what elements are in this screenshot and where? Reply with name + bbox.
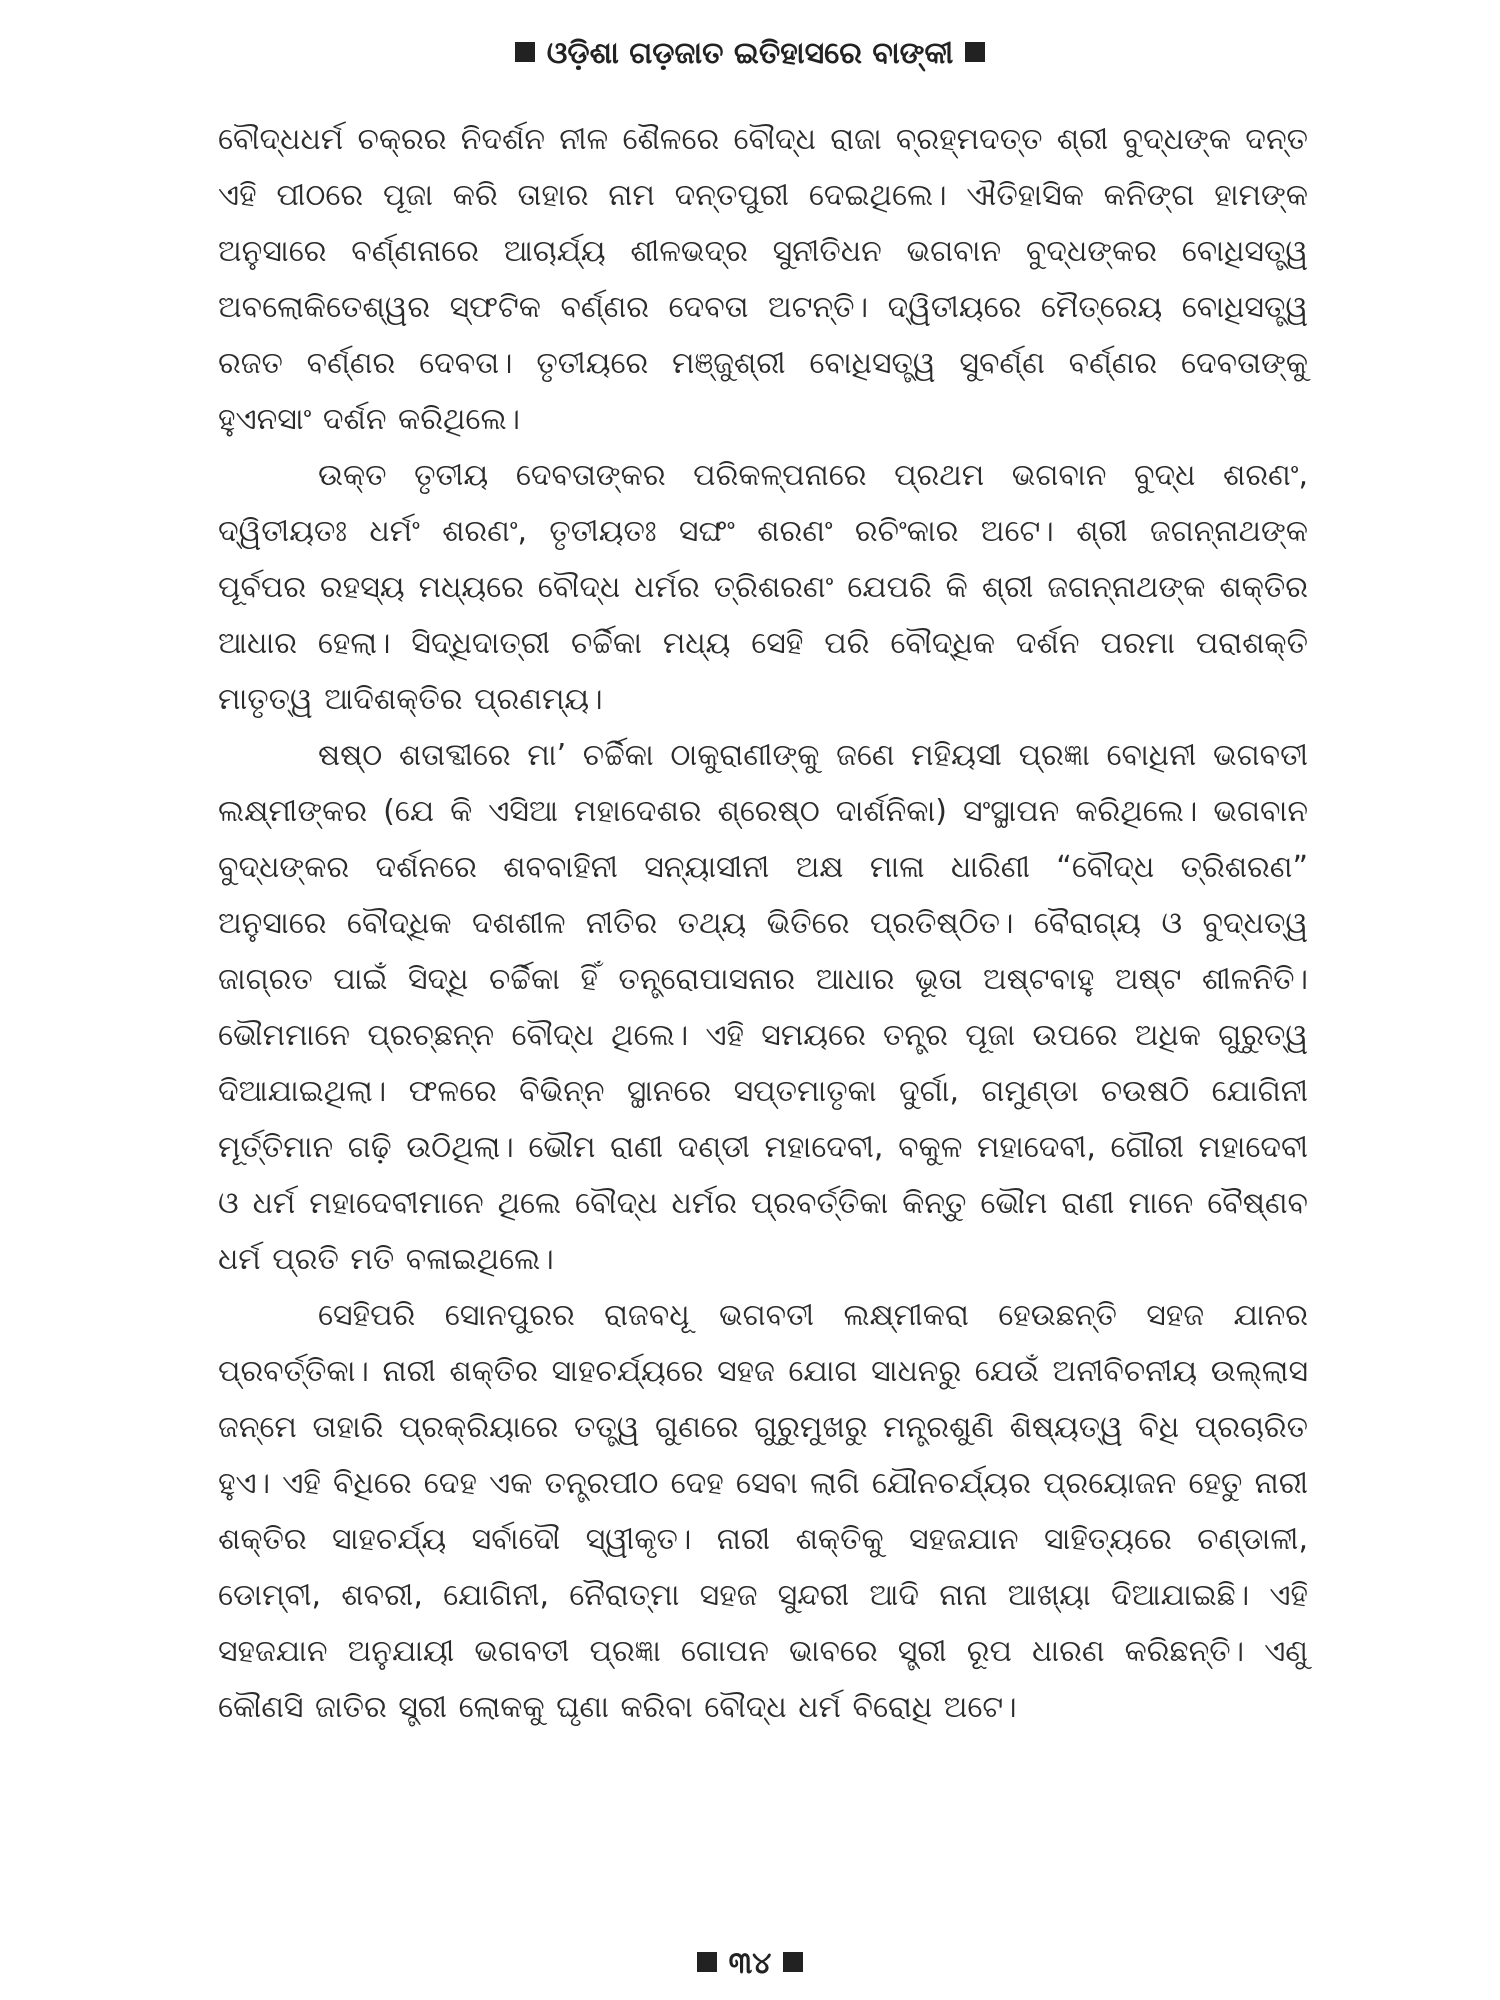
page-number: ୩୪ <box>728 1946 772 1981</box>
page-footer <box>0 1944 1500 1984</box>
square-bullet-icon <box>965 42 985 62</box>
running-header <box>0 30 1500 78</box>
header-title: ଓଡ଼ିଶା ଗଡ଼ଜାତ ଇତିହାସରେ ବାଙ୍କୀ <box>546 36 954 71</box>
paragraph: ସେହିପରି ସୋନପୁରର ରାଜବଧୂ ଭଗବତୀ ଲକ୍ଷ୍ମୀକରା ହେଉଛନ୍ତି ସହଜ ଯାନର ପ୍ରବର୍ତ୍ତିକା। ନାରୀ ଶକ୍ତିର ସାହଚର୍ଯ୍ୟରେ ସହଜ ଯୋଗ ସାଧନରୁ ଯେଉଁ ଅନୀବିଚନୀୟ ଉଲ୍ଲାସ ଜନ୍ମେ ତାହାରି ପ୍ରକ୍ରିୟାରେ ତତ୍ତ୍ୱ ଗୁଣରେ ଗୁରୁମୁଖରୁ ମନ୍ତ୍ରଶୁଣି ଶିଷ୍ୟତ୍ୱ ବିଧି ପ୍ରଚାରିତ ହୁଏ। ଏହି ବିଧିରେ ଦେହ ଏକ ତନ୍ତ୍ରପୀଠ ଦେହ ସେବା ଲାଗି ଯୌନଚର୍ଯ୍ୟର ପ୍ରୟୋଜନ ହେତୁ ନାରୀ ଶକ୍ତିର ସାହଚର୍ଯ୍ୟ ସର୍ବାଦୌ ସ୍ୱୀକୃତ। ନାରୀ ଶକ୍ତିକୁ ସହଜଯାନ ସାହିତ୍ୟରେ ଚଣ୍ଡାଳୀ, ଡୋମ୍ବୀ, ଶବରୀ, ଯୋଗିନୀ, ନୈରାତ୍ମା ସହଜ ସୁନ୍ଦରୀ ଆଦି ନାନା ଆଖ୍ୟା ଦିଆଯାଇଛି। ଏହି ସହଜଯାନ ଅନୁଯାୟୀ ଭଗବତୀ ପ୍ରଜ୍ଞା ଗୋପନ ଭାବରେ ସ୍ତ୍ରୀ ରୂପ ଧାରଣ କରିଛନ୍ତି। ଏଣୁ କୌଣସି ଜାତିର ସ୍ତ୍ରୀ ଲୋକକୁ ଘୃଣା କରିବା ବୌଦ୍ଧ ଧର୍ମ ବିରୋଧି ଅଟେ। <box>218 1298 1308 1725</box>
body-text <box>218 112 1308 1736</box>
square-bullet-icon <box>783 1952 803 1972</box>
square-bullet-icon <box>697 1952 717 1972</box>
paragraph: ବୌଦ୍ଧଧର୍ମ ଚକ୍ରର ନିଦର୍ଶନ ନୀଳ ଶୈଳରେ ବୌଦ୍ଧ ରାଜା ବ୍ରହ୍ମଦତ୍ତ ଶ୍ରୀ ବୁଦ୍ଧଙ୍କ ଦନ୍ତ ଏହି ପୀଠରେ ପୂଜା କରି ତାହାର ନାମ ଦନ୍ତପୁରୀ ଦେଇଥିଲେ। ଐତିହାସିକ କନିଙ୍ଗ ହାମଙ୍କ ଅନୁସାରେ ବର୍ଣ୍ଣନାରେ ଆଚାର୍ଯ୍ୟ ଶୀଳଭଦ୍ର ସୁନୀତିଧନ ଭଗବାନ ବୁଦ୍ଧଙ୍କର ବୋଧିସତ୍ତ୍ୱ ଅବଲୋକିତେଶ୍ୱର ସ୍ଫଟିକ ବର୍ଣ୍ଣର ଦେବତା ଅଟନ୍ତି। ଦ୍ୱିତୀୟରେ ମୈତ୍ରେୟ ବୋଧିସତ୍ତ୍ୱ ରଜତ ବର୍ଣ୍ଣର ଦେବତା। ତୃତୀୟରେ ମଞ୍ଜୁଶ୍ରୀ ବୋଧିସତ୍ତ୍ୱ ସୁବର୍ଣ୍ଣ ବର୍ଣ୍ଣର ଦେବତାଙ୍କୁ ହୁଏନସାଂ ଦର୍ଶନ କରିଥିଲେ। <box>218 122 1308 437</box>
paragraph: ଷଷ୍ଠ ଶତାବ୍ଦୀରେ ମା’ ଚର୍ଚ୍ଚିକା ଠାକୁରାଣୀଙ୍କୁ ଜଣେ ମହିୟସୀ ପ୍ରଜ୍ଞା ବୋଧିନୀ ଭଗବତୀ ଲକ୍ଷ୍ମୀଙ୍କର (ଯେ କି ଏସିଆ ମହାଦେଶର ଶ୍ରେଷ୍ଠ ଦାର୍ଶନିକା) ସଂସ୍ଥାପନ କରିଥିଲେ। ଭଗବାନ ବୁଦ୍ଧଙ୍କର ଦର୍ଶନରେ ଶବବାହିନୀ ସନ୍ୟାସୀନୀ ଅକ୍ଷ ମାଳା ଧାରିଣୀ “ବୌଦ୍ଧ ତ୍ରିଶରଣ” ଅନୁସାରେ ବୌଦ୍ଧିକ ଦଶଶୀଳ ନୀତିର ତଥ୍ୟ ଭିତିରେ ପ୍ରତିଷ୍ଠିତ। ବୈରାଗ୍ୟ ଓ ବୁଦ୍ଧତ୍ୱ ଜାଗ୍ରତ ପାଇଁ ସିଦ୍ଧି ଚର୍ଚ୍ଚିକା ହିଁ ତନ୍ତ୍ରୋପାସନାର ଆଧାର ଭୂତା ଅଷ୍ଟବାହୁ ଅଷ୍ଟ ଶୀଳନିତି। ଭୌମମାନେ ପ୍ରଚ୍ଛନ୍ନ ବୌଦ୍ଧ ଥିଲେ। ଏହି ସମୟରେ ତନ୍ତ୍ର ପୂଜା ଉପରେ ଅଧିକ ଗୁରୁତ୍ୱ ଦିଆଯାଇଥିଲା। ଫଳରେ ବିଭିନ୍ନ ସ୍ଥାନରେ ସପ୍ତମାତୃକା ଦୁର୍ଗା, ଗମୁଣ୍ଡା ଚଉଷଠି ଯୋଗିନୀ ମୂର୍ତ୍ତିମାନ ଗଢ଼ି ଉଠିଥିଲା। ଭୌମ ରାଣୀ ଦଣ୍ଡୀ ମହାଦେବୀ, ବକୁଳ ମହାଦେବୀ, ଗୌରୀ ମହାଦେବୀ ଓ ଧର୍ମ ମହାଦେବୀମାନେ ଥିଲେ ବୌଦ୍ଧ ଧର୍ମର ପ୍ରବର୍ତ୍ତିକା କିନ୍ତୁ ଭୌମ ରାଣୀ ମାନେ ବୈଷ୍ଣବ ଧର୍ମ ପ୍ରତି ମତି ବଳାଇଥିଲେ। <box>218 738 1308 1277</box>
paragraph: ଉକ୍ତ ତୃତୀୟ ଦେବତାଙ୍କର ପରିକଳ୍ପନାରେ ପ୍ରଥମ ଭଗବାନ ବୁଦ୍ଧ ଶରଣଂ, ଦ୍ୱିତୀୟତଃ ଧର୍ମଂ ଶରଣଂ, ତୃତୀୟତଃ ସଙ୍ଘଂ ଶରଣଂ ରଚିଂକାର ଅଟେ। ଶ୍ରୀ ଜଗନ୍ନାଥଙ୍କ ପୂର୍ବପର ରହସ୍ୟ ମଧ୍ୟରେ ବୌଦ୍ଧ ଧର୍ମର ତ୍ରିଶରଣଂ ଯେପରି କି ଶ୍ରୀ ଜଗନ୍ନାଥଙ୍କ ଶକ୍ତିର ଆଧାର ହେଲା। ସିଦ୍ଧିଦାତ୍ରୀ ଚର୍ଚ୍ଚିକା ମଧ୍ୟ ସେହି ପରି ବୌଦ୍ଧିକ ଦର୍ଶନ ପରମା ପରାଶକ୍ତି ମାତୃତ୍ୱ ଆଦିଶକ୍ତିର ପ୍ରଣମ୍ୟ। <box>218 458 1308 717</box>
square-bullet-icon <box>515 42 535 62</box>
